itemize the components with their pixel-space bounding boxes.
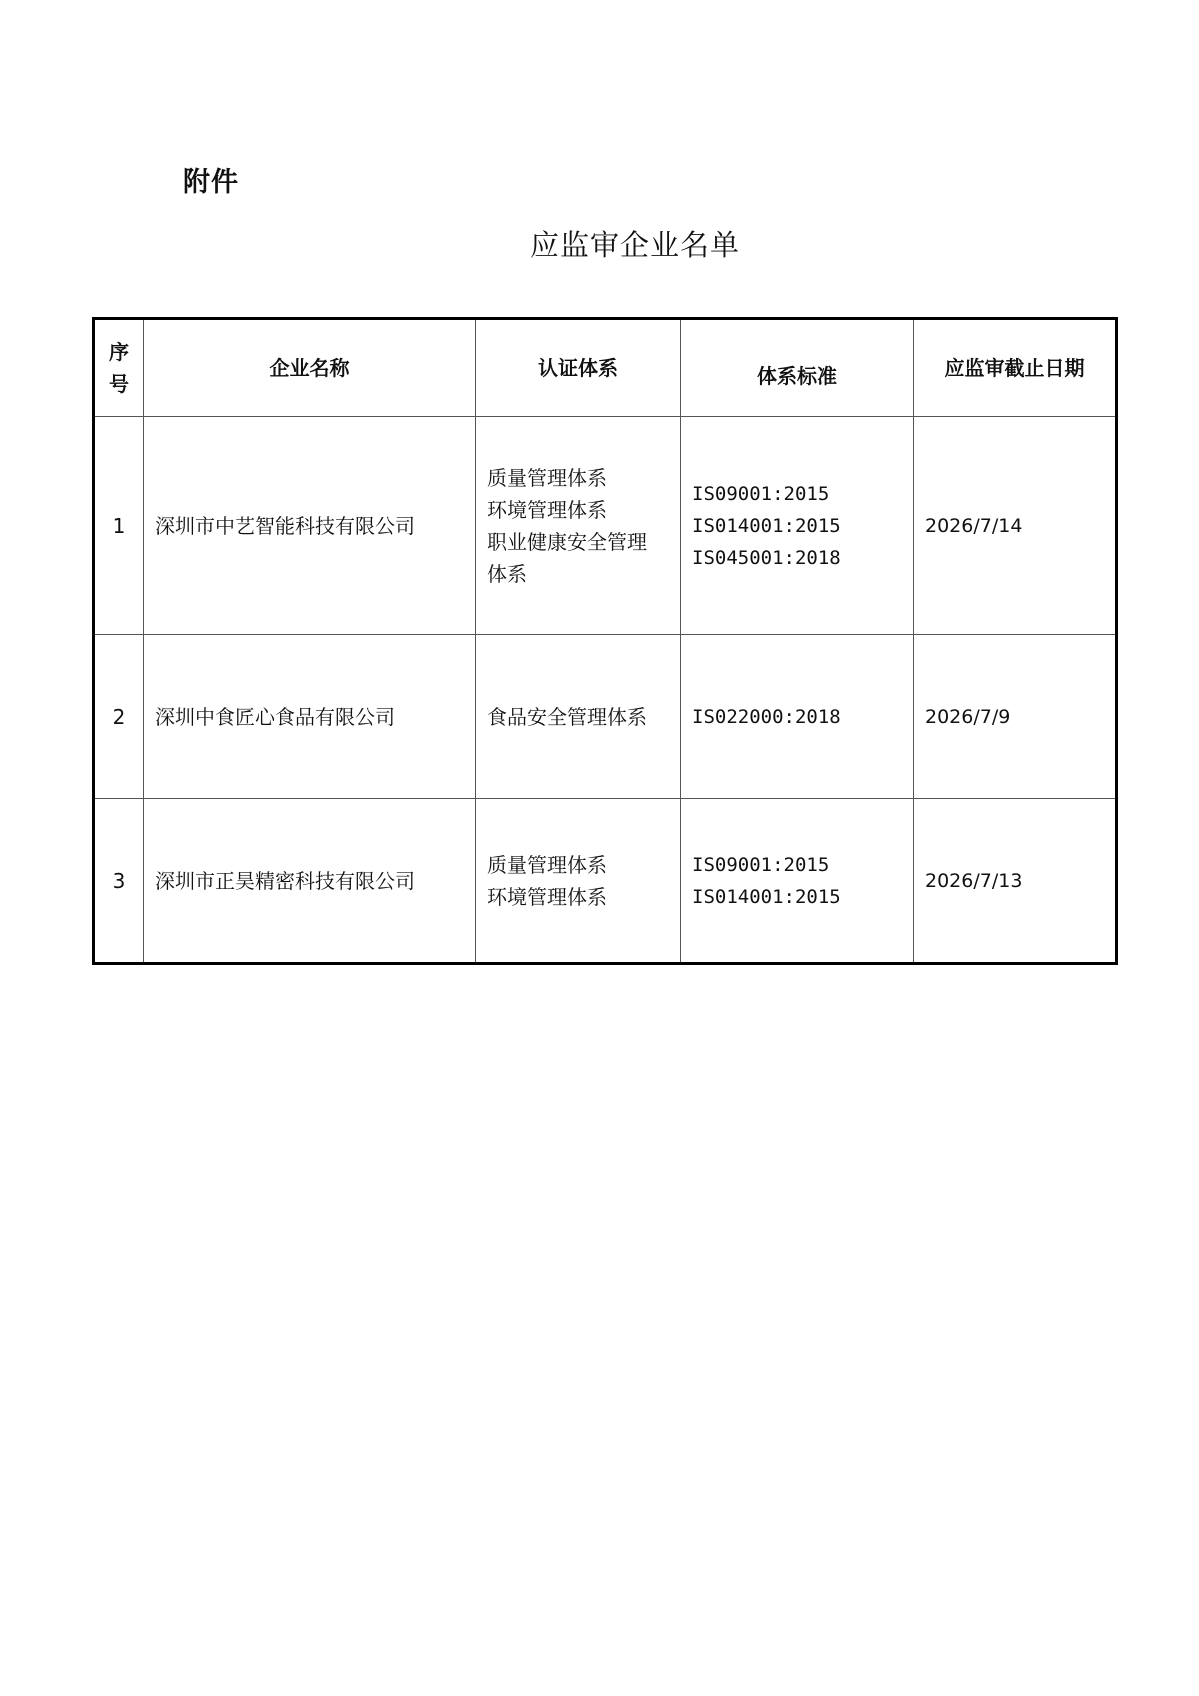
header-seq-line1: 序	[109, 340, 129, 364]
standard-line: IS014001:2015	[692, 514, 841, 537]
header-seq	[94, 319, 144, 417]
row-standards	[681, 417, 914, 635]
system-line: 体系	[487, 561, 527, 586]
row-deadline: 2026/7/9	[914, 635, 1117, 799]
attachment-label: 附件	[183, 167, 239, 198]
system-line: 食品安全管理体系	[487, 704, 647, 729]
system-line: 质量管理体系	[487, 465, 607, 490]
row-standards	[681, 635, 914, 799]
system-line: 环境管理体系	[487, 884, 607, 909]
document-title: 应监审企业名单	[529, 228, 740, 262]
standard-line: IS022000:2018	[692, 705, 841, 728]
system-line: 职业健康安全管理	[487, 529, 647, 554]
enterprise-table	[92, 317, 1118, 965]
header-deadline: 应监审截止日期	[914, 319, 1117, 417]
row-deadline: 2026/7/14	[914, 417, 1117, 635]
header-standard: 体系标准	[681, 319, 914, 417]
row-seq: 3	[94, 799, 144, 964]
standard-line: IS045001:2018	[692, 546, 841, 569]
row-company: 深圳市正昊精密科技有限公司	[144, 799, 476, 964]
row-seq: 2	[94, 635, 144, 799]
row-systems	[476, 417, 681, 635]
header-seq-line2: 号	[109, 372, 129, 396]
standard-line: IS09001:2015	[692, 482, 830, 505]
system-line: 环境管理体系	[487, 497, 607, 522]
standard-line: IS09001:2015	[692, 853, 830, 876]
row-seq: 1	[94, 417, 144, 635]
table-row	[94, 417, 1117, 635]
row-company: 深圳市中艺智能科技有限公司	[144, 417, 476, 635]
row-standards	[681, 799, 914, 964]
row-systems	[476, 799, 681, 964]
header-company: 企业名称	[144, 319, 476, 417]
row-company: 深圳中食匠心食品有限公司	[144, 635, 476, 799]
row-systems	[476, 635, 681, 799]
standard-line: IS014001:2015	[692, 885, 841, 908]
row-deadline: 2026/7/13	[914, 799, 1117, 964]
table-row	[94, 799, 1117, 964]
header-cert-system: 认证体系	[476, 319, 681, 417]
system-line: 质量管理体系	[487, 852, 607, 877]
table-header-row	[94, 319, 1117, 417]
table-row	[94, 635, 1117, 799]
